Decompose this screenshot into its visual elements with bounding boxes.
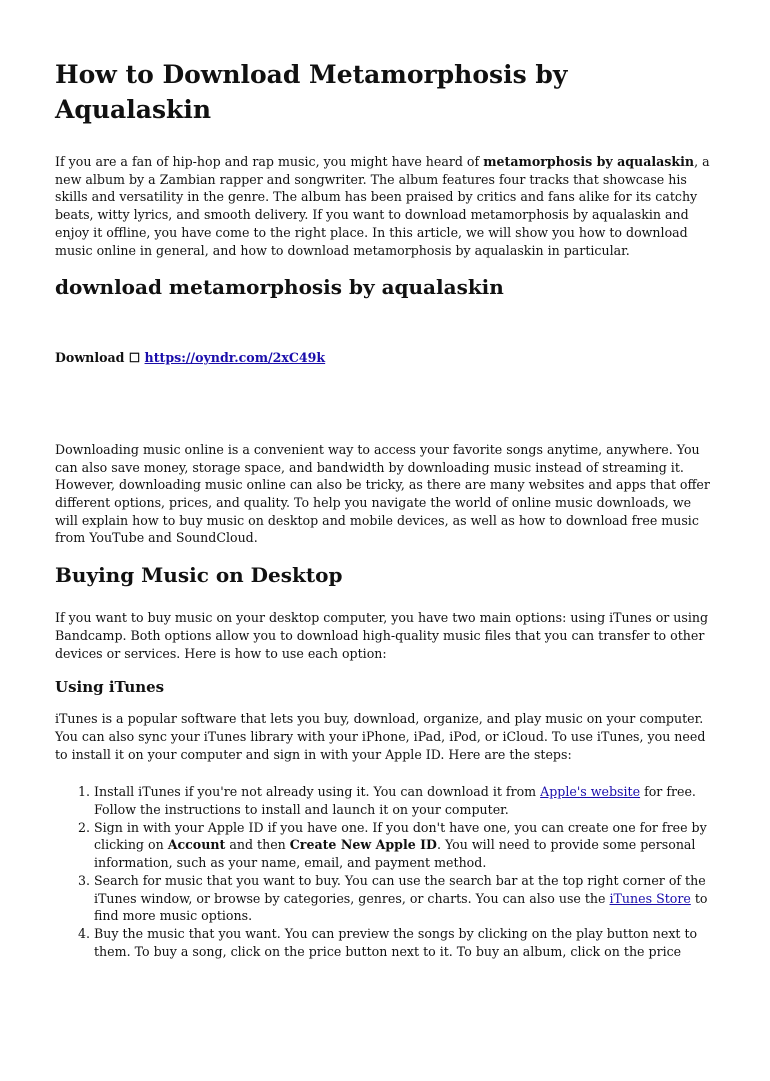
- list-item: 1. Install iTunes if you're not already using it. You can download it from Apple's website for free. Follow the instructions to install and launch it on your computer.: [94, 783, 715, 818]
- desktop-paragraph: If you want to buy music on your desktop computer, you have two main options: using iTunes or using Bandcamp. Both options allow you to download high-quality music files that you can transfer to other devices or services. Here is how to use each option:: [55, 610, 709, 661]
- online-music-paragraph: Downloading music online is a convenient way to access your favorite songs anytime, anywhere. You can also save money, storage space, and bandwidth by downloading music instead of streaming it. However, downloading music online can also be tricky, as there are many websites and apps that offer different options, prices, and quality. To help you navigate the world of online music downloads, we will explain how to buy music on desktop and mobile devices, as well as how to download free music from YouTube and SoundCloud.: [55, 441, 710, 546]
- page-title: How to Download Metamorphosis by Aqualaskin: [55, 60, 568, 124]
- intro-bold-album: metamorphosis by aqualaskin: [483, 154, 695, 169]
- download-label: Download: [55, 350, 125, 366]
- download-line: [55, 349, 715, 367]
- list-item: 3. Search for music that you want to buy. You can use the search bar at the top right corner of the iTunes window, or browse by categories, genres, or charts. You can also use the iTunes Store to find more music options.: [94, 872, 715, 925]
- download-link[interactable]: https://oyndr.com/2xC49k: [144, 350, 326, 366]
- itunes-store-link[interactable]: iTunes Store: [609, 890, 691, 906]
- intro-text-after: , a new album by a Zambian rapper and songwriter. The album features four tracks that showcase his skills and versatility in the genre. The album has been praised by critics and fans alike for its catchy beats, witty lyrics, and smooth delivery. If you want to download metamorphosis by aqualaskin and enjoy it offline, you have come to the right place. In this article, we will show you how to download music online in general, and how to download metamorphosis by aqualaskin in particular.: [55, 154, 710, 258]
- itunes-paragraph: iTunes is a popular software that lets you buy, download, organize, and play music on your computer. You can also sync your iTunes library with your iPhone, iPad, iPod, or iCloud. To use iTunes, you need to install it on your computer and sign in with your Apple ID. Here are the steps:: [55, 711, 706, 762]
- itunes-heading: Using iTunes: [55, 678, 165, 697]
- apple-website-link[interactable]: Apple's website: [540, 784, 641, 800]
- intro-text-before: If you are a fan of hip-hop and rap music, you might have heard of: [55, 154, 484, 169]
- intro-paragraph: [55, 153, 715, 259]
- account-bold: Account: [167, 837, 226, 853]
- download-heading: download metamorphosis by aqualaskin: [55, 275, 504, 300]
- list-item: 2. Sign in with your Apple ID if you have one. If you don't have one, you can create one for free by clicking on Account and then Create New Apple ID. You will need to provide some personal information, such as your name, email, and payment method.: [94, 819, 715, 872]
- download-box-icon: ☐: [128, 350, 141, 366]
- list-item: 4. Buy the music that you want. You can preview the songs by clicking on the play button next to them. To buy a song, click on the price button next to it. To buy an album, click on the price: [94, 925, 715, 960]
- itunes-steps-list: [55, 783, 715, 960]
- article: [0, 57, 770, 960]
- create-apple-id-bold: Create New Apple ID: [289, 837, 437, 853]
- desktop-heading: Buying Music on Desktop: [55, 563, 343, 588]
